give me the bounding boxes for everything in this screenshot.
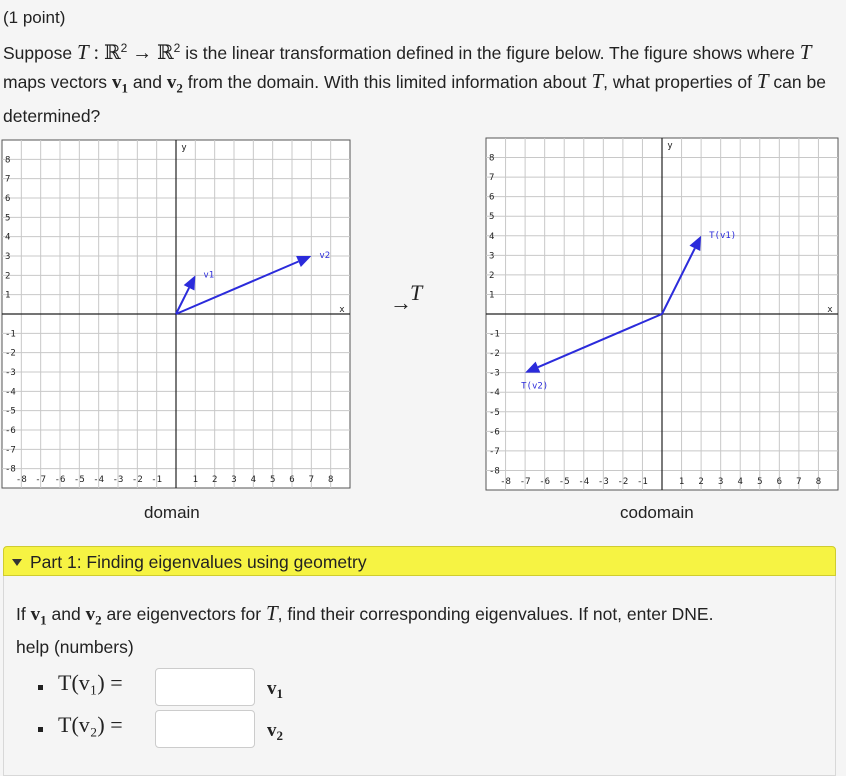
- y-tick-label: 5: [5, 213, 11, 224]
- problem-text: Suppose: [3, 42, 73, 63]
- y-tick-label: -3: [5, 368, 16, 378]
- x-tick-label: 7: [796, 477, 802, 487]
- problem-statement: [3, 34, 841, 130]
- x-tick-label: 1: [192, 475, 199, 485]
- answer-rhs: [267, 678, 283, 702]
- math-T: T: [591, 68, 604, 93]
- y-tick-label: 1: [489, 290, 495, 301]
- x-tick-label: 3: [717, 477, 724, 487]
- x-tick-label: -8: [500, 477, 511, 487]
- rhs-v: v: [267, 720, 277, 741]
- answer-lhs: T(v₁) =: [58, 670, 123, 695]
- y-tick-label: -5: [489, 407, 500, 418]
- x-tick-label: 8: [327, 475, 334, 485]
- math-T: T: [76, 39, 89, 64]
- x-tick-label: -2: [131, 475, 143, 485]
- x-tick-label: 2: [698, 477, 704, 487]
- math-subscript: 1: [121, 80, 128, 96]
- math-colon: :: [93, 41, 100, 64]
- y-axis-label: y: [181, 143, 187, 153]
- part1-body: [3, 576, 836, 776]
- q-word: , find their corresponding eigenvalues. If not, enter DNE.: [277, 604, 714, 624]
- x-tick-label: 5: [269, 475, 276, 485]
- y-tick-label: 2: [489, 270, 495, 281]
- x-tick-label: 6: [776, 477, 783, 487]
- problem-text: is the linear transformation defined in the figure below. The figure shows where: [185, 42, 795, 63]
- collapse-triangle-icon[interactable]: [12, 559, 22, 566]
- q-word: are eigenvectors for: [106, 604, 262, 624]
- y-tick-label: 5: [489, 212, 495, 223]
- arrow-T-label: T: [410, 280, 423, 305]
- math-v1: v: [30, 604, 41, 625]
- rhs-v: v: [267, 678, 277, 699]
- y-tick-label: -3: [489, 368, 500, 379]
- x-tick-label: -7: [519, 477, 531, 487]
- y-tick-label: 7: [489, 173, 495, 184]
- math-exponent: 2: [173, 41, 181, 55]
- x-tick-label: 1: [678, 477, 685, 487]
- math-subscript: 2: [95, 612, 102, 628]
- y-tick-label: 3: [5, 252, 11, 262]
- codomain-caption: codomain: [620, 503, 694, 522]
- x-tick-label: -6: [539, 477, 551, 487]
- q-word: If: [16, 604, 26, 624]
- rhs-sub: 2: [276, 728, 283, 744]
- y-tick-label: 2: [5, 271, 11, 282]
- math-T: T: [265, 601, 278, 625]
- y-axis-label: y: [667, 141, 673, 151]
- math-T: T: [756, 68, 769, 93]
- x-tick-label: -1: [151, 475, 163, 485]
- y-tick-label: 8: [5, 155, 11, 166]
- x-tick-label: -3: [112, 475, 124, 485]
- x-tick-label: -2: [617, 477, 629, 487]
- math-exponent: 2: [120, 41, 128, 55]
- help-link[interactable]: help (numbers): [16, 636, 134, 657]
- eigenvalue-input-1[interactable]: [155, 668, 255, 706]
- math-T: T: [799, 39, 812, 64]
- domain-graph: [0, 138, 352, 490]
- y-tick-label: -1: [489, 329, 500, 340]
- x-tick-label: -5: [73, 475, 85, 485]
- x-axis-label: x: [827, 305, 833, 315]
- x-tick-label: 4: [737, 477, 743, 487]
- x-tick-label: -4: [578, 477, 590, 487]
- math-R: ℝ: [157, 41, 174, 64]
- answer-rhs: [267, 720, 283, 744]
- x-tick-label: 5: [757, 477, 763, 487]
- math-subscript: 2: [176, 80, 183, 96]
- question-text: [16, 600, 713, 660]
- y-tick-label: -7: [5, 445, 16, 456]
- problem-text: , what properties of: [603, 71, 752, 92]
- x-tick-label: 8: [815, 477, 822, 487]
- x-tick-label: -1: [637, 477, 648, 487]
- y-tick-label: -1: [5, 329, 16, 340]
- math-arrow: →: [132, 41, 153, 64]
- vector-label: v2: [319, 251, 331, 261]
- y-tick-label: 4: [5, 232, 11, 243]
- bullet-icon: [38, 727, 43, 732]
- arrow-symbol: →: [390, 290, 412, 315]
- transformation-arrow: [390, 280, 424, 316]
- x-tick-label: 3: [231, 475, 237, 485]
- bullet-icon: [38, 685, 43, 690]
- y-tick-label: 6: [489, 192, 495, 203]
- x-tick-label: 4: [250, 475, 257, 485]
- eigenvalue-input-2[interactable]: [155, 710, 255, 748]
- rhs-sub: 1: [276, 686, 283, 702]
- x-tick-label: -6: [54, 475, 66, 485]
- math-v1: v: [111, 71, 122, 93]
- y-tick-label: -6: [489, 427, 500, 438]
- y-tick-label: 6: [5, 194, 11, 204]
- math-R: ℝ: [103, 41, 121, 64]
- y-tick-label: -5: [5, 406, 16, 417]
- x-tick-label: -8: [15, 475, 27, 485]
- codomain-graph: [484, 136, 840, 492]
- math-v2: v: [85, 604, 96, 625]
- y-tick-label: 7: [5, 174, 11, 185]
- problem-text: from the domain. With this limited information about: [187, 71, 587, 92]
- y-tick-label: -8: [489, 466, 500, 477]
- answer-lhs: T(v₂) =: [58, 712, 123, 737]
- y-tick-label: -6: [5, 426, 16, 436]
- points-label: (1 point): [3, 8, 66, 27]
- x-tick-label: 7: [308, 475, 315, 485]
- problem-text: maps vectors: [3, 71, 108, 92]
- math-v2: v: [166, 71, 177, 93]
- y-tick-label: -4: [489, 388, 500, 399]
- y-tick-label: -2: [489, 349, 500, 360]
- domain-caption: domain: [144, 503, 200, 522]
- vector-label: T(v1): [709, 230, 737, 241]
- problem-text: can be determined?: [3, 71, 826, 127]
- y-tick-label: 4: [489, 231, 495, 242]
- x-tick-label: -7: [35, 475, 47, 485]
- x-axis-label: x: [339, 305, 345, 315]
- vector-label: v1: [203, 270, 215, 281]
- problem-text: and: [132, 71, 163, 92]
- x-tick-label: -5: [558, 477, 570, 487]
- part1-header[interactable]: [3, 546, 836, 576]
- part1-title: Part 1: Finding eigenvalues using geometry: [30, 552, 367, 572]
- math-subscript: 1: [40, 612, 47, 628]
- y-tick-label: 1: [5, 290, 11, 301]
- y-tick-label: 8: [489, 153, 495, 164]
- x-tick-label: 6: [289, 475, 295, 485]
- x-tick-label: 2: [211, 475, 218, 485]
- x-tick-label: -3: [597, 477, 609, 487]
- y-tick-label: -2: [5, 348, 16, 359]
- y-tick-label: 3: [489, 251, 495, 262]
- y-tick-label: -4: [5, 387, 16, 398]
- vector-label: T(v2): [521, 381, 549, 392]
- q-word: and: [51, 604, 81, 624]
- y-tick-label: -7: [489, 446, 500, 457]
- y-tick-label: -8: [5, 464, 16, 475]
- x-tick-label: -4: [93, 475, 105, 485]
